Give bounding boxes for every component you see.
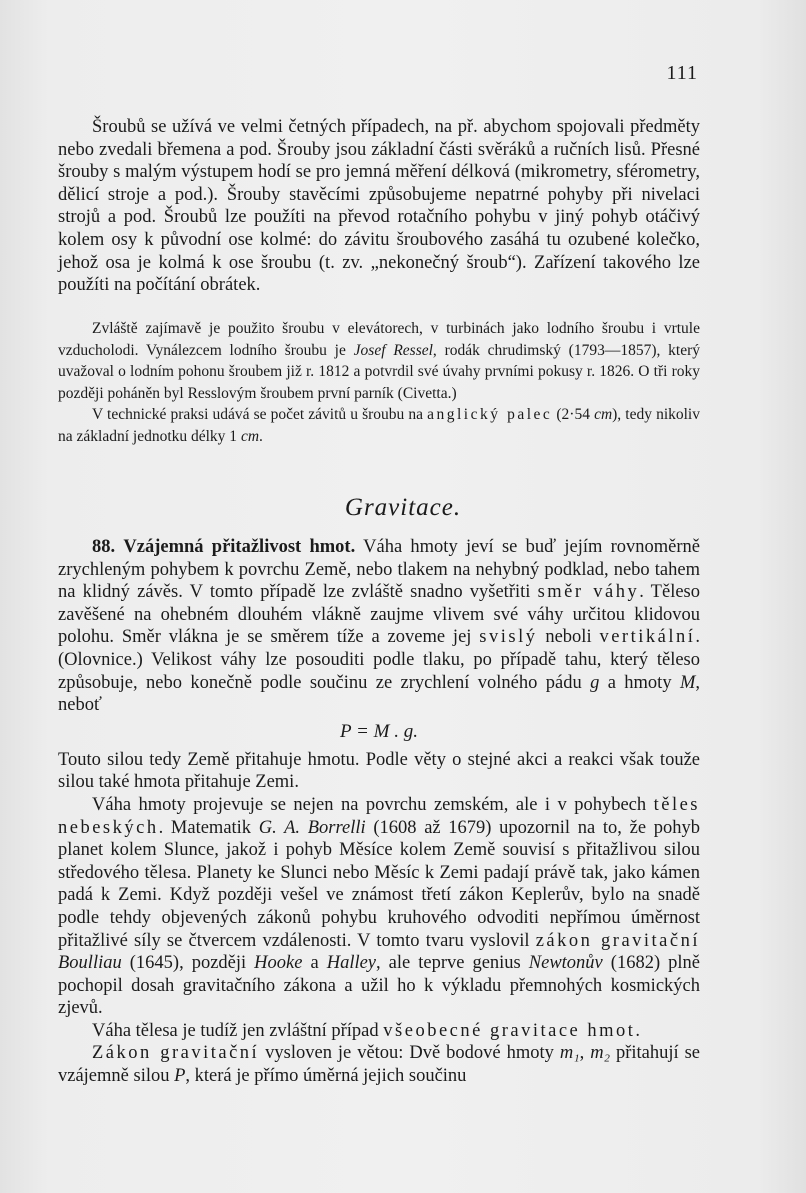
text-span: . Těleso zavěšené na ohebném dlouhém vlákně zaujme vlivem své váhy určitou klidovou polohu. Směr vlákna je se směrem tíže a zoveme jej — [58, 582, 700, 648]
symbol-M: M — [679, 672, 696, 693]
text-span: . — [635, 1020, 641, 1041]
person-name: Hooke — [254, 953, 303, 974]
intro-paragraph: Šroubů se užívá ve velmi četných případech, na př. abychom spojovali předměty nebo zvedali břemena a pod. Šrouby jsou základní části svěráků a ručních lisů. Přesné šrouby s malým výstupem hodí se pro jemná měření délková (mikrometry, sférometry, dělicí stroje a pod.). Šrouby stavěcími způsobujeme nepatrné pohyby při nivelaci strojů a pod. Šroubů lze použíti na převod rotačního pohybu v jiný pohyb otáčivý kolem osy k původní ose kolmé: do závitu šroubového zasáhá tu ozubené kolečko, jehož osa je kolmá k ose šroubu (t. zv. „nekonečný šroub“). Zařízení takového lze použíti na počítání obrátek. — [58, 117, 700, 296]
text-span: . — [259, 427, 263, 445]
intro-block — [58, 116, 700, 297]
text-span: Váha hmoty jeví se buď jejím rovnoměrně zrychleným pohybem k povrchu Země, nebo tlakem na nehybný podklad, nebo tahem na klidný závěs. V tomto případě lze zvláště snadno vyšetřiti — [58, 537, 701, 603]
person-name: Newtonův — [528, 953, 603, 974]
unit: cm — [594, 406, 613, 424]
symbol-g: g — [590, 672, 600, 693]
spaced-term: Zákon gravitační — [92, 1043, 260, 1064]
section-88-block — [58, 536, 700, 1088]
unit: cm — [240, 427, 260, 445]
symbol-P: P — [174, 1066, 186, 1087]
text-span: , která je přímo úměrná jejich součinu — [185, 1066, 467, 1087]
text-span: Váha hmoty projevuje se nejen na povrchu zemském, ale i v pohybech — [92, 794, 654, 815]
paragraph-gravitation-law — [58, 1042, 700, 1087]
spaced-term: anglický palec — [427, 406, 553, 424]
paragraph-general-gravitation — [58, 1020, 700, 1043]
paragraph-earth-attraction: Touto silou tedy Země přitahuje hmotu. Podle věty o stejné akci a reakci však touže silou také hmota přitahuje Zemi. — [58, 749, 700, 793]
section-title: Vzájemná přitažlivost hmot. — [123, 537, 356, 557]
spaced-term: vertikální — [599, 627, 696, 648]
spaced-term: všeobecné gravitace hmot — [383, 1020, 636, 1041]
text-span: (1608 až 1679) upozornil na to, že pohyb planet kolem Slunce, jakož i pohyb Měsíce kolem Země souvisí s přitažlivou silou středového tělesa. Planety ke Slunci nebo Měsíc k Zemi padají právě tak, jako kámen padá k Zemi. Když později vešel ve známost třetí zákon Keplerův, bylo na snadě podle tehdy objevených zákonů pohybu kruhového odvoditi nepřímou úměrnost přitažlivé síly se čtvercem vzdálenosti. V tomto tvaru vyslovil — [58, 817, 700, 951]
text-span: vysloven je větou: Dvě bodové hmoty — [259, 1043, 560, 1064]
spaced-term: zákon gravitační — [535, 930, 700, 951]
person-name: G. A. Borrelli — [258, 817, 366, 838]
text-span: . (Olovnice.) Velikost váhy lze posouditi podle tlaku, po případě tahu, který těleso způsobuje, nebo konečně podle součinu ze zrychlení volného pádu — [58, 627, 700, 693]
text-span: ), tedy nikoliv na základní jednotku délky 1 — [58, 406, 700, 445]
text-span: přitahují se vzájemně silou — [58, 1043, 700, 1087]
spaced-term: těles nebeských — [58, 794, 700, 838]
text-span: , ale teprve genius — [376, 953, 529, 974]
text-span: , — [579, 1043, 591, 1064]
weight-formula: P = M . g. — [340, 720, 418, 742]
text-span: neboli — [537, 627, 600, 648]
person-name: Boulliau — [58, 953, 122, 974]
symbol-m1: m₁ — [559, 1043, 580, 1064]
section-heading: Gravitace. — [344, 494, 462, 521]
text-span: Váha tělesa je tudíž jen zvláštní případ — [92, 1020, 384, 1041]
text-span: , rodák chrudimský (1793—1857), který uvažoval o lodním pohonu šroubem již r. 1812 a potvrdil své úvahy prvními pokusy r. 1826. O tři roky později poháněn byl Resslovým šroubem první parník (Civetta.) — [58, 341, 700, 402]
page-number: 111 — [666, 62, 698, 84]
text-span: V technické praksi udává se počet závitů u šroubu na — [92, 406, 428, 424]
symbol-m2: m₂ — [590, 1043, 610, 1064]
paragraph-celestial — [58, 794, 700, 1020]
text-span: Zvláště zajímavě je použito šroubu v elevátorech, v turbinách jako lodního šroubu i vrtule vzducholodi. Vynálezcem lodního šroubu je — [58, 320, 700, 359]
small-paragraph-thread — [58, 404, 700, 447]
text-span: (1645), později — [121, 953, 255, 974]
section-number: 88. — [92, 537, 116, 557]
spaced-term: směr váhy — [537, 582, 640, 603]
text-span: a — [302, 953, 327, 974]
person-name: Halley — [326, 953, 377, 974]
text-span: . Matematik — [158, 817, 259, 838]
small-print-block — [58, 318, 700, 448]
text-span: (2·54 — [552, 406, 595, 424]
small-paragraph-ressel — [58, 318, 700, 404]
spaced-term: svislý — [479, 627, 538, 648]
person-name: Josef Ressel — [353, 341, 433, 359]
text-span: (1682) plně pochopil dosah gravitačního zákona a užil ho k výkladu přemnohých kosmických zjevů. — [58, 953, 700, 1019]
text-span: a hmoty — [599, 672, 680, 693]
section-88-paragraph — [58, 536, 700, 717]
text-span: , neboť — [58, 672, 700, 716]
